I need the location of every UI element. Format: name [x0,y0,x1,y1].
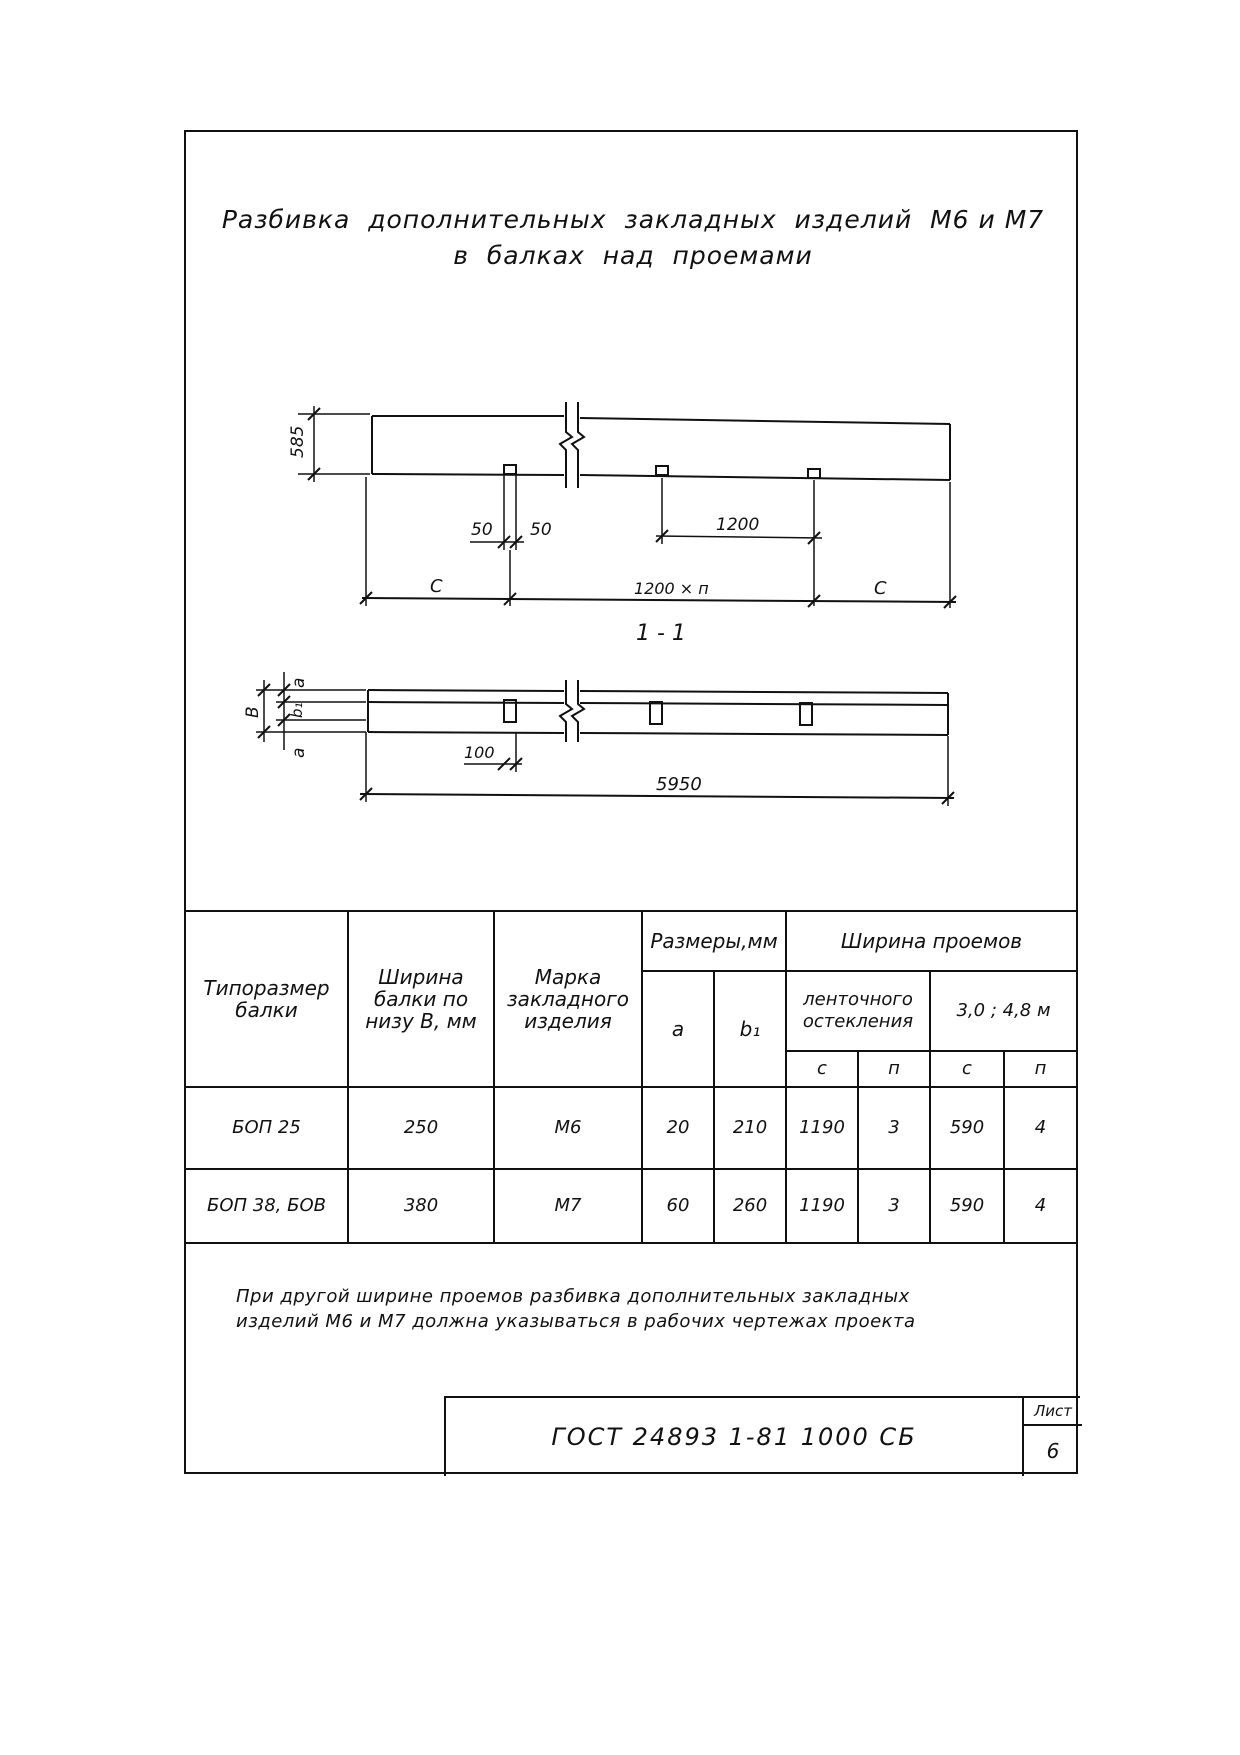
cell-n2: 4 [1004,1087,1076,1169]
header-n1: п [858,1051,930,1087]
dim-50-right-label: 50 [530,520,552,540]
cell-width: 380 [348,1169,494,1243]
sheet-label: Лист [1024,1398,1082,1426]
dim-c-left-label: С [430,576,443,597]
header-type: Типоразмер балки [186,911,348,1087]
title-block [444,1396,1080,1476]
dim-a-top-label: а [289,677,309,688]
cell-a: 20 [642,1087,714,1169]
header-c1: с [786,1051,858,1087]
header-ribbon: ленточного остекления [786,971,930,1051]
cell-width: 250 [348,1087,494,1169]
spec-table [186,910,1076,1244]
header-b1: b₁ [714,971,786,1087]
header-w34: 3,0 ; 4,8 м [930,971,1076,1051]
cell-c2: 590 [930,1087,1004,1169]
cell-mark: М7 [494,1169,642,1243]
sheet-box [1022,1398,1082,1476]
note-line-1: При другой ширине проемов разбивка дополнительных закладных [236,1286,910,1307]
table-row [186,1087,1076,1169]
section-label: 1 - 1 [636,621,686,646]
cell-mark: М6 [494,1087,642,1169]
header-a: а [642,971,714,1087]
header-sizes: Размеры,мм [642,911,786,971]
cell-b1: 210 [714,1087,786,1169]
cell-n1: 3 [858,1169,930,1243]
cell-n2: 4 [1004,1169,1076,1243]
dim-height-label: 585 [288,425,308,458]
header-openings: Ширина проемов [786,911,1076,971]
dim-b1-label: b₁ [288,702,306,718]
cell-c2: 590 [930,1169,1004,1243]
table-row [186,1169,1076,1243]
title-line-2: в балках над проемами [453,241,813,270]
note-line-2: изделий М6 и М7 должна указываться в рабочих чертежах проекта [236,1311,916,1332]
dim-1200-label: 1200 [716,515,760,535]
cell-c1: 1190 [786,1087,858,1169]
dim-b-label: В [243,706,263,718]
cell-c1: 1190 [786,1169,858,1243]
header-mark: Марка закладного изделия [494,911,642,1087]
note-text [236,1284,916,1334]
sheet-number: 6 [1046,1439,1060,1463]
header-n2: п [1004,1051,1076,1087]
cell-type: БОП 25 [186,1087,348,1169]
cell-a: 60 [642,1169,714,1243]
cell-n1: 3 [858,1087,930,1169]
dim-5950-label: 5950 [656,774,702,795]
dim-100-label: 100 [464,743,495,762]
dim-c-right-label: С [874,578,887,599]
header-c2: с [930,1051,1004,1087]
beam-drawing [186,132,1076,832]
cell-type: БОП 38, БОВ [186,1169,348,1243]
dim-a-bottom-label: а [289,747,309,758]
header-width: Ширина балки по низу В, мм [348,911,494,1087]
title-line-1: Разбивка дополнительных закладных изделий М6 и М7 [221,205,1045,234]
drawing-sheet [184,130,1078,1474]
dim-1200n-label: 1200 × п [634,579,709,598]
dim-50-left-label: 50 [471,520,493,540]
document-code: ГОСТ 24893 1-81 1000 СБ [551,1423,917,1451]
cell-b1: 260 [714,1169,786,1243]
